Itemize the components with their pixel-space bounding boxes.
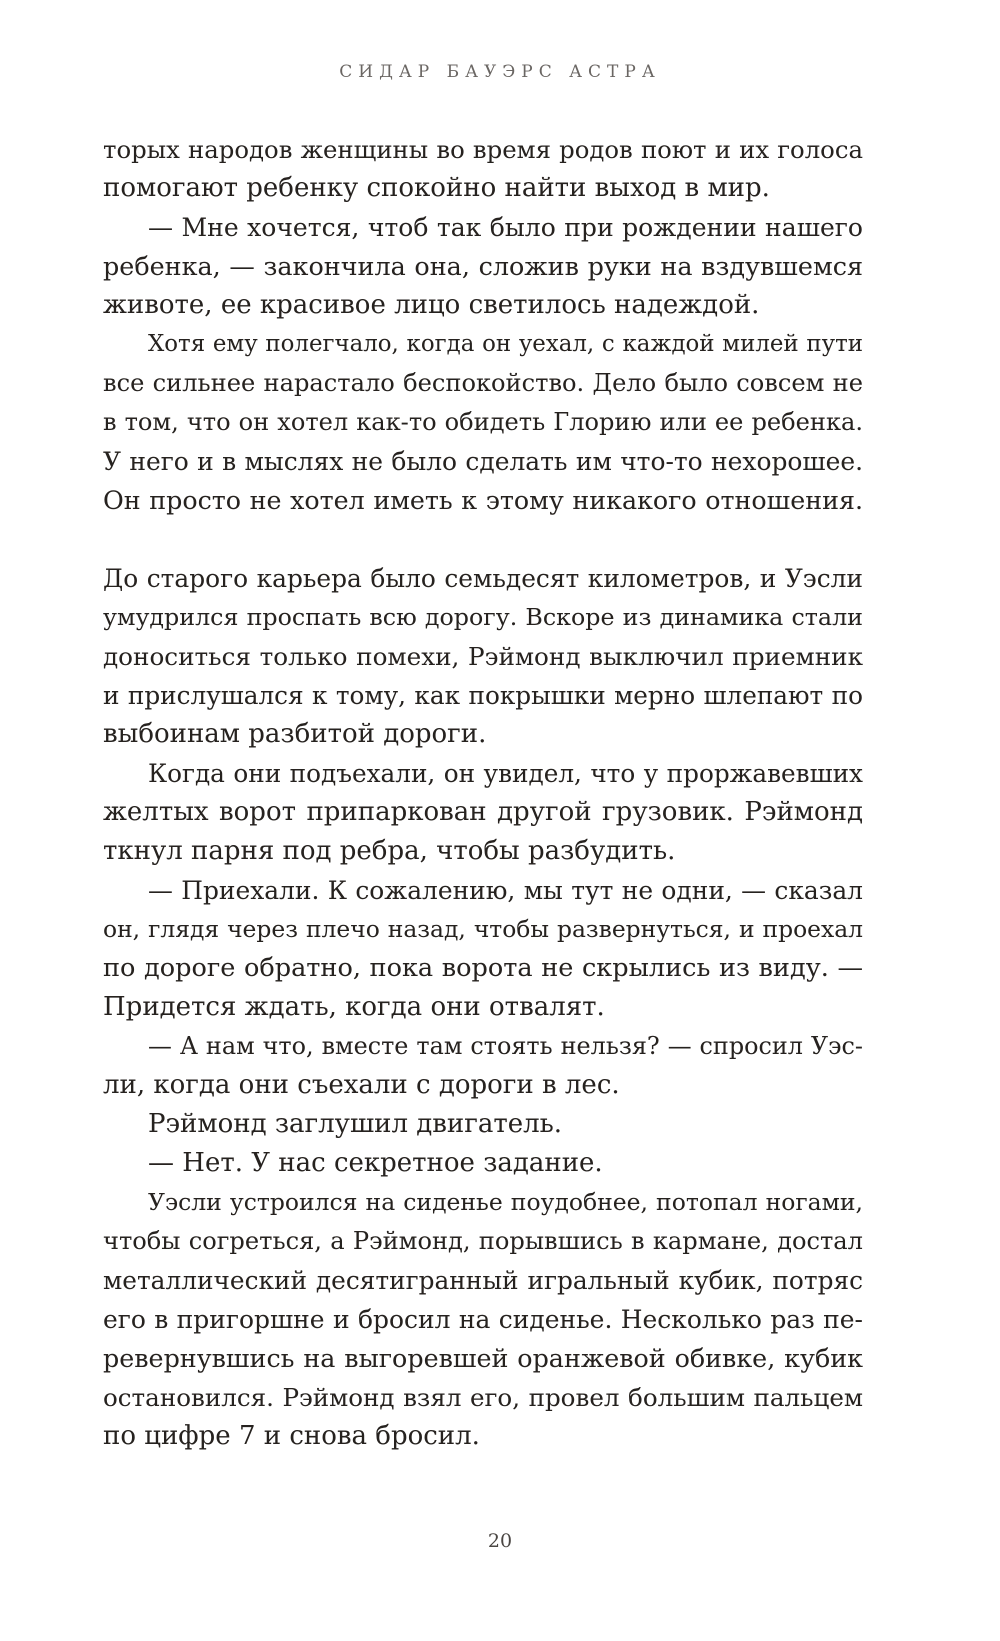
text-line: желтых ворот припаркован другой грузовик. Рэймонд [103, 797, 863, 827]
text-line: Уэсли устроился на сиденье поудобнее, потопал ногами, [148, 1188, 863, 1216]
text-line: животе, ее красивое лицо светилось надеждой. [103, 290, 760, 320]
text-line: До старого карьера было семьдесят километров, и Уэсли [103, 564, 863, 593]
text-line: — Нет. У нас секретное задание. [148, 1148, 603, 1178]
text-line: Когда они подъехали, он увидел, что у проржавевших [148, 759, 863, 788]
text-line: Придется ждать, когда они отвалят. [103, 992, 605, 1022]
running-head: СИДАР БАУЭРС АСТРА [339, 62, 661, 82]
text-line: выбоинам разбитой дороги. [103, 719, 487, 749]
text-line: ревернувшись на выгоревшей оранжевой обивке, кубик [103, 1343, 863, 1373]
text-line: — Приехали. К сожалению, мы тут не одни, — сказал [148, 876, 863, 905]
text-line: металлический десятигранный игральный кубик, потряс [103, 1266, 863, 1295]
text-line: все сильнее нарастало беспокойство. Дело было совсем не [103, 369, 863, 397]
text-line: его в пригоршне и бросил на сиденье. Несколько раз пе- [103, 1305, 863, 1334]
text-line: помогают ребенку спокойно найти выход в мир. [103, 173, 770, 203]
text-line: остановился. Рэймонд взял его, провел большим пальцем [103, 1383, 863, 1412]
text-line: торых народов женщины во время родов поют и их голоса [103, 135, 863, 164]
text-line: по дороге обратно, пока ворота не скрылись из виду. — [103, 953, 863, 983]
text-line: и прислушался к тому, как покрышки мерно шлепают по [103, 681, 863, 710]
body-text [103, 130, 863, 1456]
section-break [103, 520, 863, 559]
text-line: умудрился проспать всю дорогу. Вскоре из динамика стали [103, 603, 863, 631]
text-line: он, глядя через плечо назад, чтобы развернуться, и проехал [103, 915, 863, 943]
text-line: по цифре 7 и снова бросил. [103, 1421, 480, 1451]
text-line: Рэймонд заглушил двигатель. [148, 1109, 563, 1139]
text-line: чтобы согреться, а Рэймонд, порывшись в кармане, достал [103, 1227, 863, 1255]
text-line: ткнул парня под ребра, чтобы разбудить. [103, 836, 676, 866]
text-line: Он просто не хотел иметь к этому никакого отношения. [103, 485, 863, 515]
text-line: доноситься только помехи, Рэймонд выключил приемник [103, 642, 863, 671]
text-line: Хотя ему полегчало, когда он уехал, с каждой милей пути [148, 331, 863, 357]
text-line: в том, что он хотел как-то обидеть Глорию или ее ребенка. [103, 408, 863, 436]
text-line: У него и в мыслях не было сделать им что-то нехорошее. [103, 447, 863, 476]
text-line: ли, когда они съехали с дороги в лес. [103, 1070, 620, 1100]
page-number: 20 [487, 1530, 513, 1552]
text-line: — Мне хочется, чтоб так было при рождении нашего [148, 213, 863, 242]
text-line: — А нам что, вместе там стоять нельзя? — спросил Уэс- [148, 1032, 863, 1060]
text-line: ребенка, — закончила она, сложив руки на вздувшемся [103, 251, 863, 281]
